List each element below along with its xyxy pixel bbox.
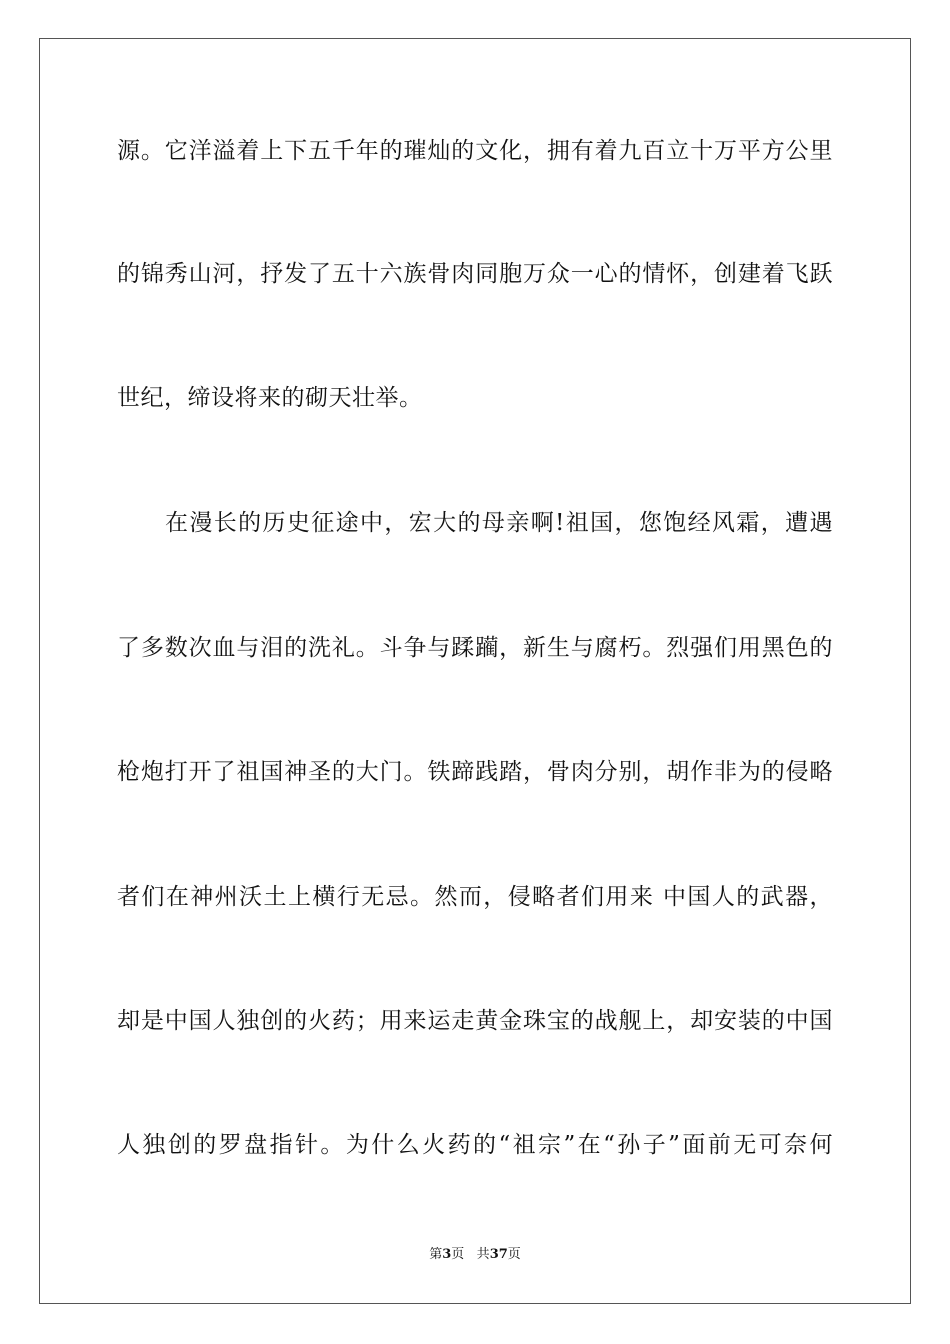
footer-total-prefix: 共 [476,1247,490,1262]
footer-total-pages: 37 [489,1247,508,1262]
footer-page-number: 3 [442,1247,452,1262]
body-line-3: 世纪，缔设将来的砌天壮举。 [117,385,423,411]
body-line-7: 者们在神州沃土上横行无忌。然而，侵略者们用来 中国人的武器， [117,884,833,910]
footer-total-suffix: 页 [507,1247,521,1262]
page-footer [0,1246,950,1264]
body-line-2: 的锦秀山河，抒发了五十六族骨肉同胞万众一心的情怀，创建着飞跃 [117,261,833,287]
body-line-9: 人独创的罗盘指针。为什么火药的“祖宗”在“孙子”面前无可奈何 [117,1132,833,1158]
body-line-1: 源。它洋溢着上下五千年的璀灿的文化，拥有着九百立十万平方公里 [117,138,833,164]
body-line-4: 在漫长的历史征途中，宏大的母亲啊!祖国，您饱经风霜，遭遇 [165,510,833,536]
body-line-8: 却是中国人独创的火药；用来运走黄金珠宝的战舰上，却安装的中国 [117,1008,833,1034]
body-line-6: 枪炮打开了祖国神圣的大门。铁蹄践踏，骨肉分别，胡作非为的侵略 [117,759,833,785]
footer-page-suffix: 页 [451,1247,465,1262]
body-line-5: 了多数次血与泪的洗礼。斗争与蹂躏，新生与腐朽。烈强们用黑色的 [117,635,833,661]
page-border [39,38,911,1304]
footer-page-prefix: 第 [429,1247,443,1262]
